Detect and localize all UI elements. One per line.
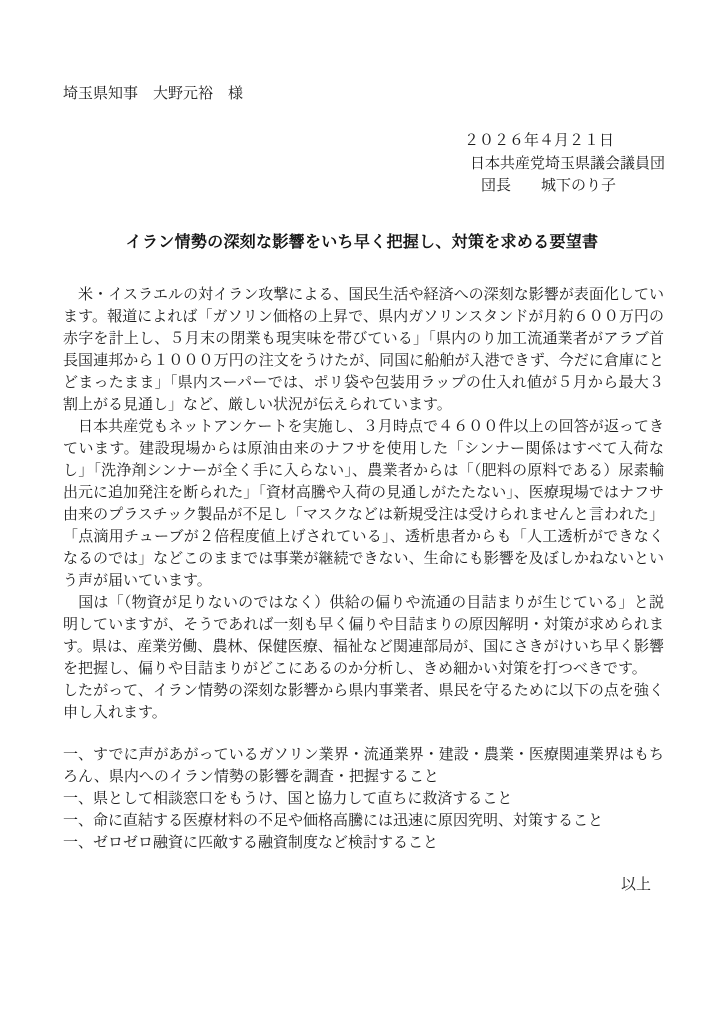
demand-list [63, 744, 664, 854]
sender-leader-line: 団長 城下のり子 [481, 178, 617, 194]
sender-org-line: 日本共産党埼玉県議会議員団 [470, 155, 666, 172]
demand-item-3: 一、命に直結する医療材料の不足や価格高騰には迅速に原因究明、対策すること [63, 813, 604, 829]
recipient-line: 埼玉県知事 大野元裕 様 [63, 86, 244, 102]
closing-line: 以上 [620, 877, 651, 893]
sender-block [464, 130, 665, 198]
paragraph-2: 日本共産党もネットアンケートを実施し、３月時点で４６００件以上の回答が返ってきています。建設現場からは原油由来のナフサを使用した「シンナー関係はすべて入荷なし」「洗浄剤シンナーが全く手に入らない」、農業者からは「（肥料の原料である）尿素輸出元に追加発注を断られた」「資材高騰や入荷の見通しがたたない」、医療現場ではナフサ由来のプラスチック製品が不足し「マスクなどは新規受注は受けられませんと言われた」「点滴用チューブが２倍程度値上げされている」、透析患者からも「人工透析ができなくなるのでは」などこのままでは事業が継続できない、生命にも影響を及ぼしかねないという声が届いています。 [63, 419, 664, 589]
demand-item-2: 一、県として相談窓口をもうけ、国と協力して直ちに救済すること [63, 791, 513, 807]
document-title: イラン情勢の深刻な影響をいち早く把握し、対策を求める要望書 [125, 234, 599, 251]
paragraph-1: 米・イスラエルの対イラン攻撃による、国民生活や経済への深刻な影響が表面化しています。報道によれば「ガソリン価格の上昇で、県内ガソリンスタンドが月約６００万円の赤字を計上し、５月末の閉業も現実味を帯びている」「県内のり加工流通業者がアラブ首長国連邦から１０００万円の注文をうけたが、同国に船舶が入港できず、今だに倉庫にとどまったまま」「県内スーパーでは、ポリ袋や包装用ラップの仕入れ値が５月から最大３割上がる見通し」など、厳しい状況が伝えられています。 [63, 287, 664, 413]
demand-item-4: 一、ゼロゼロ融資に匹敵する融資制度など検討すること [63, 835, 439, 851]
body-text [63, 284, 664, 724]
date-line: ２０２６年４月２１日 [464, 133, 615, 149]
demand-item-1: 一、すでに声があがっているガソリン業界・流通業界・建設・農業・医療関連業界はもちろん、県内へのイラン情勢の影響を調査・把握すること [63, 747, 664, 785]
paragraph-3: 国は「（物資が足りないのではなく）供給の偏りや流通の目詰まりが生じている」と説明していますが、そうであれば一刻も早く偏りや目詰まりの原因解明・対策が求められます。県は、産業労働、農林、保健医療、福祉など関連部局が、国にさきがけいち早く影響を把握し、偏りや目詰まりがどこにあるのか分析し、きめ細かい対策を打つべきです。 [63, 595, 664, 677]
paragraph-4: したがって、イラン情勢の深刻な影響から県内事業者、県民を守るために以下の点を強く申し入れます。 [63, 683, 664, 721]
